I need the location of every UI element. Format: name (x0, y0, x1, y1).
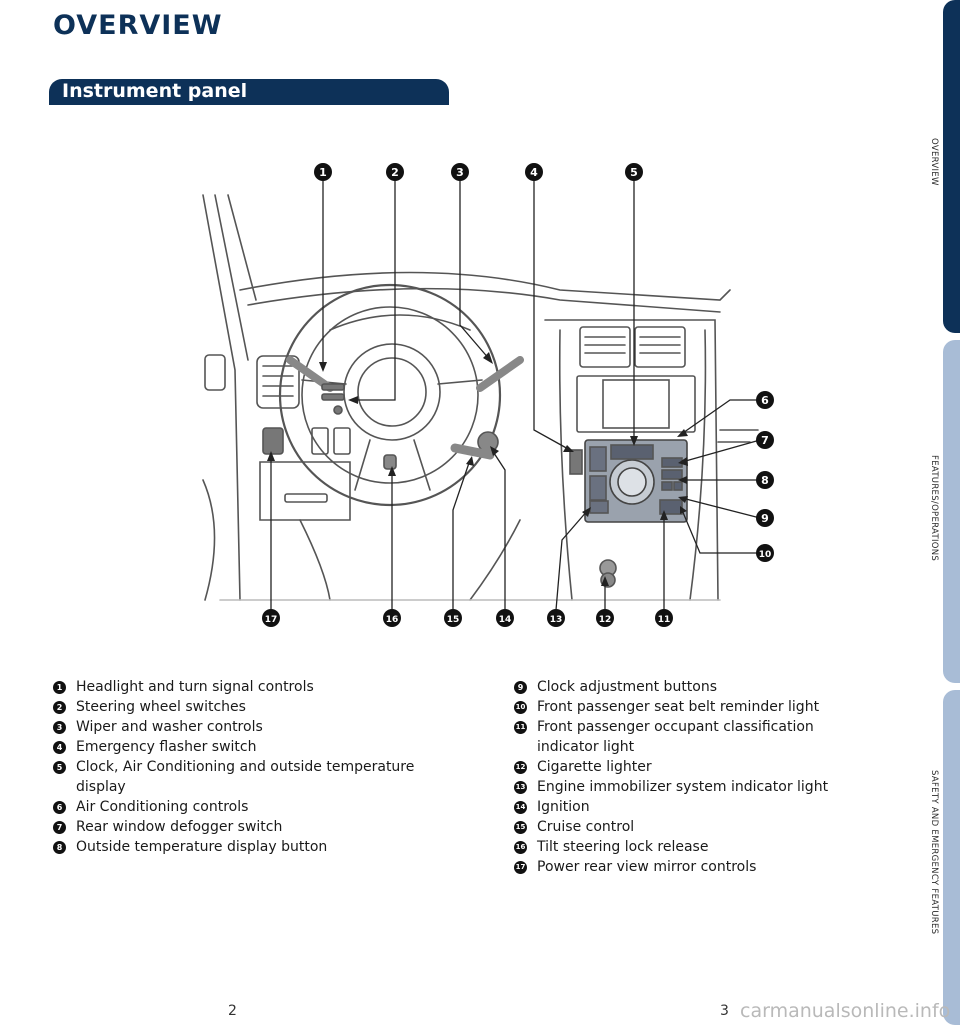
legend-text: Power rear view mirror controls (537, 859, 757, 875)
legend-text: Cigarette lighter (537, 759, 652, 775)
legend-text: Ignition (537, 799, 590, 815)
legend-text: Front passenger occupant classification indicator light (537, 719, 814, 755)
legend-number-badge: 12 (514, 761, 527, 774)
legend-text: Wiper and washer controls (76, 719, 263, 735)
callout-11-label: 11 (657, 615, 671, 625)
legend-number-badge: 1 (53, 681, 66, 694)
legend-item (53, 757, 453, 797)
page-number-left: 2 (228, 1003, 237, 1019)
callout-9-label: 9 (761, 512, 769, 525)
legend-item (514, 837, 874, 857)
callout-12 (596, 609, 614, 627)
callout-16 (383, 609, 401, 627)
legend-number-badge: 5 (53, 761, 66, 774)
legend-number-badge: 9 (514, 681, 527, 694)
legend-number-badge: 10 (514, 701, 527, 714)
side-label-overview: OVERVIEW (929, 138, 939, 186)
callout-15-label: 15 (446, 615, 460, 625)
callout-8 (756, 471, 774, 489)
legend-number-badge: 16 (514, 841, 527, 854)
legend-item (53, 697, 453, 717)
page-number-right: 3 (720, 1003, 729, 1019)
callout-16-label: 16 (385, 615, 399, 625)
callout-15 (444, 609, 462, 627)
side-label-features: FEATURES/OPERATIONS (929, 455, 939, 562)
legend-item (53, 797, 453, 817)
legend-item (514, 797, 874, 817)
legend-item (514, 817, 874, 837)
legend-item (53, 817, 453, 837)
legend-text: Engine immobilizer system indicator light (537, 779, 829, 795)
legend-number-badge: 15 (514, 821, 527, 834)
callout-17 (262, 609, 280, 627)
legend-text: Emergency flasher switch (76, 739, 257, 755)
callout-3 (451, 163, 469, 181)
legend-item (514, 857, 874, 877)
legend-number-badge: 7 (53, 821, 66, 834)
legend-text: Clock adjustment buttons (537, 679, 718, 695)
watermark: carmanualsonline.info (740, 1000, 951, 1022)
legend-text: Air Conditioning controls (76, 799, 249, 815)
page-title: OVERVIEW (53, 10, 223, 41)
callout-13 (547, 609, 565, 627)
legend-number-badge: 13 (514, 781, 527, 794)
legend-item (53, 737, 453, 757)
legend-item (53, 677, 453, 697)
section-title: Instrument panel (62, 80, 248, 102)
callout-8-label: 8 (761, 474, 769, 487)
legend-text: Cruise control (537, 819, 635, 835)
panel-illustration (203, 195, 758, 600)
legend-number-badge: 4 (53, 741, 66, 754)
callout-5 (625, 163, 643, 181)
legend-text: Tilt steering lock release (537, 839, 709, 855)
callout-6-label: 6 (761, 394, 769, 407)
legend-number-badge: 8 (53, 841, 66, 854)
callout-3-label: 3 (456, 166, 464, 179)
side-label-safety: SAFETY AND EMERGENCY FEATURES (929, 770, 939, 935)
legend-item (53, 837, 453, 857)
callout-5-label: 5 (630, 166, 638, 179)
legend-number-badge: 3 (53, 721, 66, 734)
callout-9 (756, 509, 774, 527)
legend-item (514, 677, 874, 697)
callout-14 (496, 609, 514, 627)
callout-17-label: 17 (264, 615, 278, 625)
callout-1 (314, 163, 332, 181)
callout-4 (525, 163, 543, 181)
legend-item (514, 697, 874, 717)
legend-left (53, 677, 453, 857)
callout-10-label: 10 (758, 550, 772, 560)
legend-text: Headlight and turn signal controls (76, 679, 314, 695)
legend-text: Rear window defogger switch (76, 819, 283, 835)
legend-text: Outside temperature display button (76, 839, 328, 855)
callout-2-label: 2 (391, 166, 399, 179)
callout-14-label: 14 (498, 615, 512, 625)
callout-11 (655, 609, 673, 627)
legend-text: Clock, Air Conditioning and outside temperature display (76, 759, 415, 795)
callout-4-label: 4 (530, 166, 538, 179)
legend-number-badge: 14 (514, 801, 527, 814)
legend-text: Front passenger seat belt reminder light (537, 699, 820, 715)
callout-10 (756, 544, 774, 562)
legend-number-badge: 11 (514, 721, 527, 734)
callout-7-label: 7 (761, 434, 769, 447)
callout-2 (386, 163, 404, 181)
legend-number-badge: 17 (514, 861, 527, 874)
legend-item (514, 757, 874, 777)
legend-number-badge: 6 (53, 801, 66, 814)
legend-right (514, 677, 874, 877)
callout-12-label: 12 (598, 615, 612, 625)
legend-text: Steering wheel switches (76, 699, 246, 715)
callout-13-label: 13 (549, 615, 563, 625)
legend-item (514, 777, 874, 797)
legend-item (53, 717, 453, 737)
legend-item (514, 717, 874, 757)
callout-7 (756, 431, 774, 449)
callout-1-label: 1 (319, 166, 327, 179)
legend-number-badge: 2 (53, 701, 66, 714)
callout-6 (756, 391, 774, 409)
